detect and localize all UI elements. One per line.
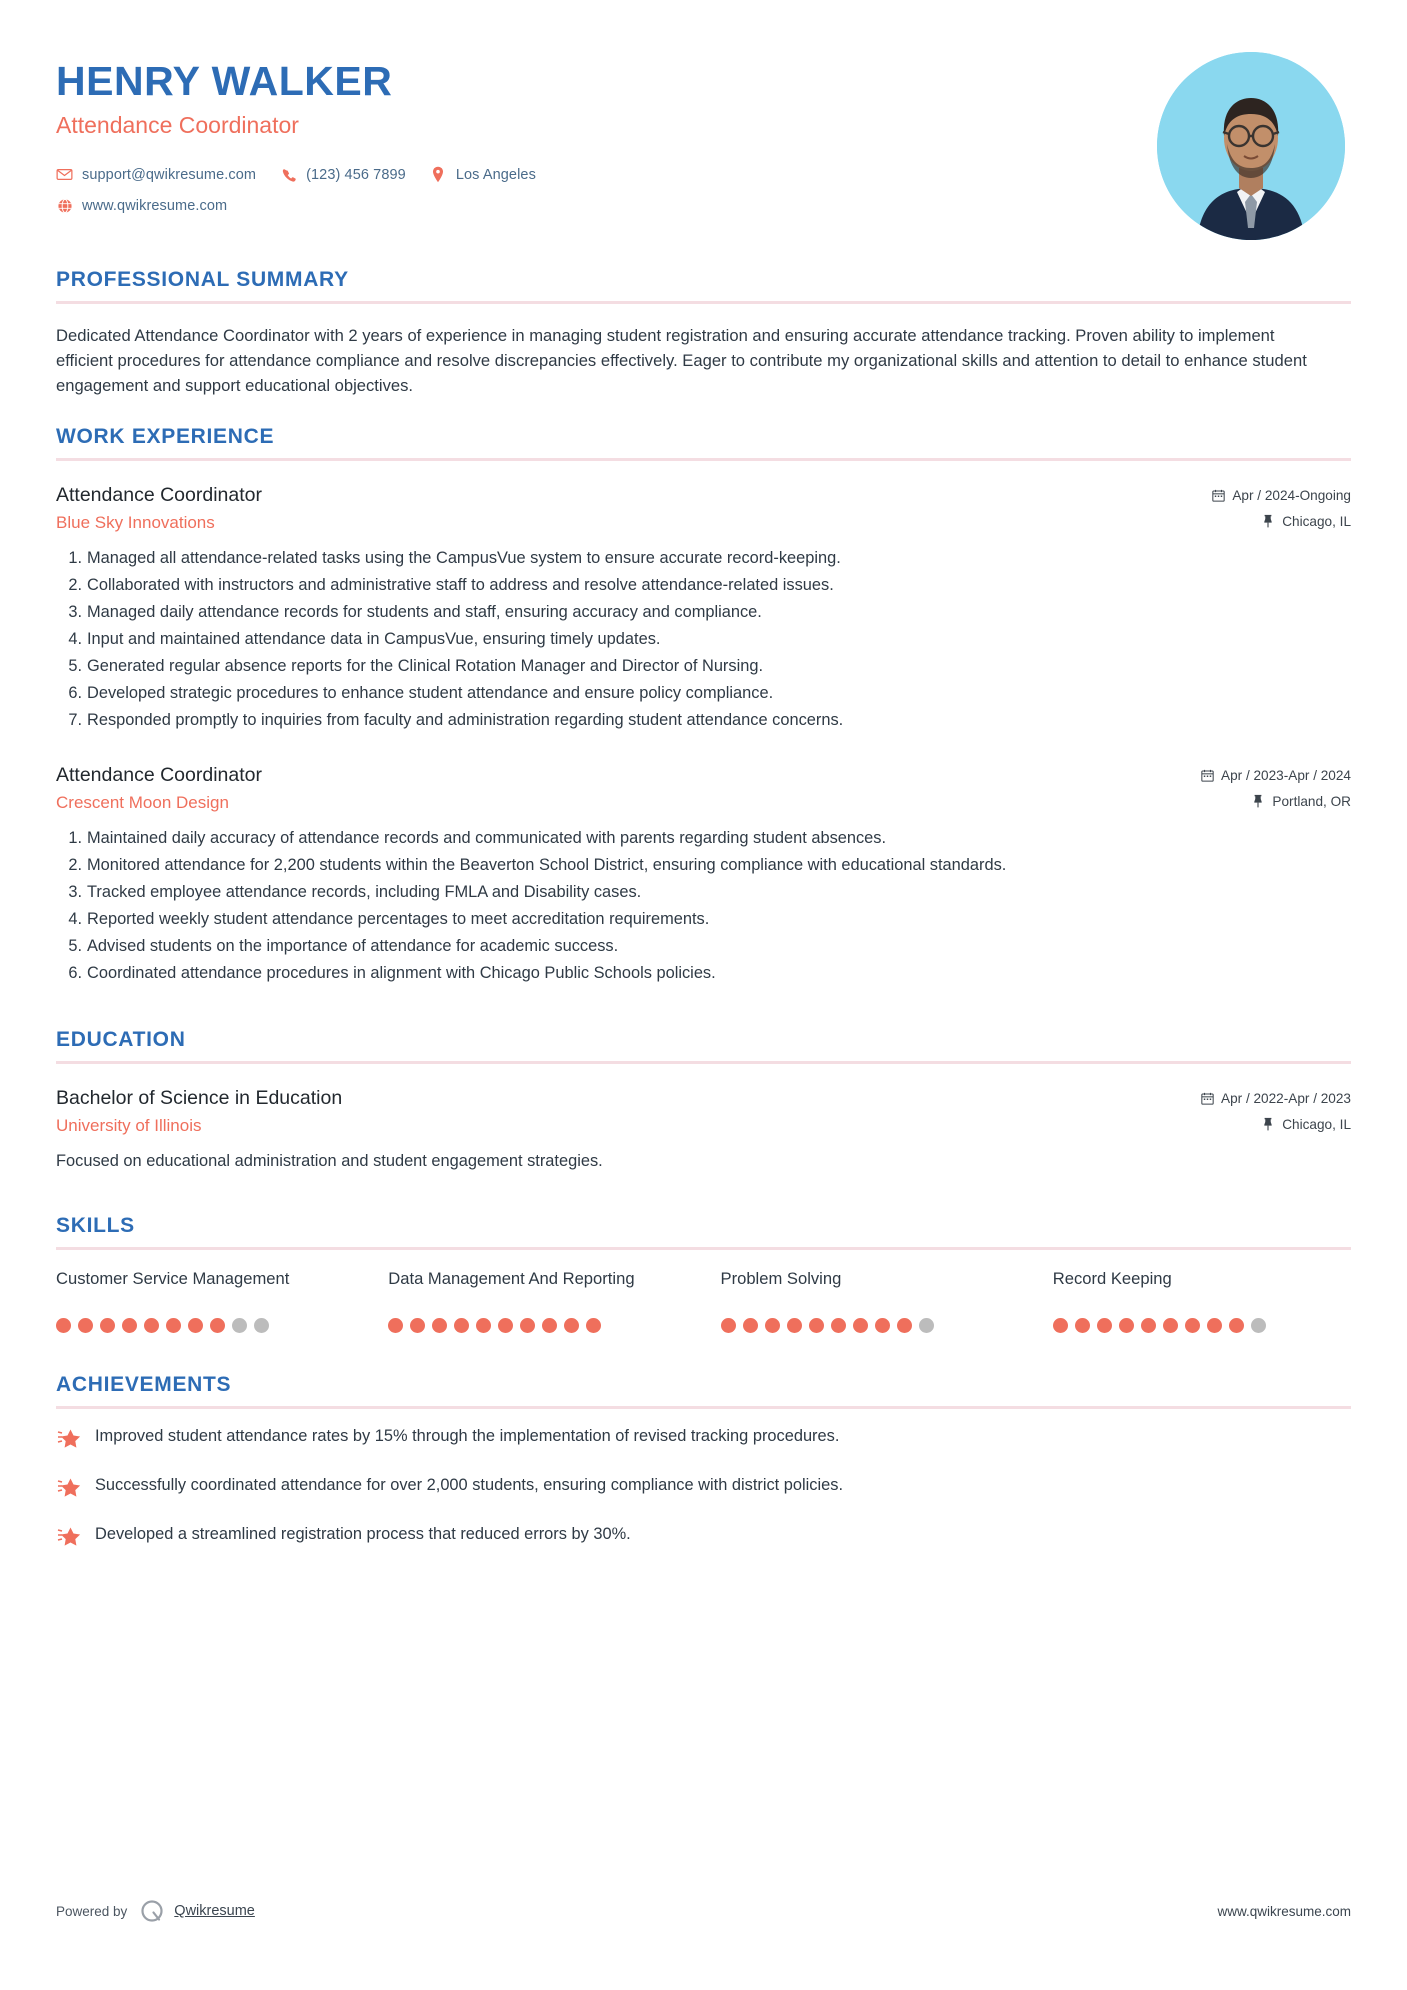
- skill-dot-filled: [1119, 1318, 1134, 1333]
- education-location-text: Chicago, IL: [1282, 1116, 1351, 1132]
- section-title-education: EDUCATION: [56, 1027, 186, 1051]
- skill-dot-filled: [56, 1318, 71, 1333]
- skill-dot-filled: [476, 1318, 491, 1333]
- section-title-achievements: ACHIEVEMENTS: [56, 1373, 232, 1397]
- bullet: Managed all attendance-related tasks using the CampusVue system to ensure accurate record-keeping.: [87, 549, 841, 568]
- skill-rating: [721, 1318, 1019, 1333]
- education-degree: Bachelor of Science in Education: [56, 1086, 343, 1109]
- achievements-list: [56, 1425, 1351, 1550]
- resume-header: [56, 52, 1351, 242]
- contact-phone[interactable]: [280, 166, 406, 183]
- bullet: Responded promptly to inquiries from faculty and administration regarding student attendance concerns.: [87, 710, 844, 729]
- calendar-icon: [1200, 768, 1214, 782]
- skill-dot-filled: [210, 1318, 225, 1333]
- globe-icon: [56, 197, 73, 214]
- section-divider: [56, 1406, 1351, 1409]
- work-entry-left: [56, 483, 1211, 533]
- bullet: Monitored attendance for 2,200 students within the Beaverton School District, ensuring compliance with educational standards.: [87, 856, 1007, 875]
- summary-text: Dedicated Attendance Coordinator with 2 years of experience in managing student registration and ensuring accurate attendance tracking. Proven ability to implement efficient procedures for attendance compliance and resolve discrepancies effectively. Eager to contribute my organizational skills and attention to detail to enhance student engagement and support educational objectives.: [56, 326, 1307, 396]
- skill-dot-filled: [432, 1318, 447, 1333]
- skill-dot-filled: [809, 1318, 824, 1333]
- skill-rating: [56, 1318, 354, 1333]
- skill-dot-filled: [498, 1318, 513, 1333]
- powered-by: [56, 1898, 255, 1924]
- section-professional-summary: [56, 268, 1351, 399]
- calendar-icon: [1211, 488, 1225, 502]
- job-title: Attendance Coordinator: [56, 112, 299, 139]
- work-location: [1211, 514, 1351, 529]
- skill-dot-filled: [831, 1318, 846, 1333]
- section-divider: [56, 301, 1351, 304]
- education-entry-left: [56, 1086, 1200, 1136]
- star-icon: [56, 1426, 82, 1452]
- skill-dot-filled: [520, 1318, 535, 1333]
- star-icon: [56, 1475, 82, 1501]
- phone-icon: [280, 166, 297, 183]
- work-company: Blue Sky Innovations: [56, 513, 215, 533]
- powered-by-label: Powered by: [56, 1903, 128, 1919]
- avatar-illustration: [1157, 52, 1345, 240]
- skill-dot-filled: [100, 1318, 115, 1333]
- achievement-text: Successfully coordinated attendance for over 2,000 students, ensuring compliance with district policies.: [95, 1476, 843, 1495]
- skill-name: Record Keeping: [1052, 1269, 1172, 1289]
- bullet: Collaborated with instructors and administrative staff to address and resolve attendance-related issues.: [87, 575, 834, 594]
- work-dates: [1200, 768, 1351, 783]
- skill-dot-filled: [454, 1318, 469, 1333]
- work-bullets: [56, 547, 1351, 733]
- bullet: Coordinated attendance procedures in alignment with Chicago Public Schools policies.: [87, 963, 716, 982]
- skill-dot-empty: [1251, 1318, 1266, 1333]
- bullet: Tracked employee attendance records, including FMLA and Disability cases.: [87, 882, 642, 901]
- work-entry-meta: [1211, 483, 1351, 529]
- skill-rating: [1053, 1318, 1351, 1333]
- work-entry: [56, 763, 1351, 986]
- contact-website-text: www.qwikresume.com: [82, 197, 228, 214]
- contact-email-text: support@qwikresume.com: [82, 166, 257, 183]
- header-left: [56, 52, 1157, 228]
- skill-dot-filled: [188, 1318, 203, 1333]
- page-title: HENRY WALKER: [56, 58, 393, 104]
- work-company: Crescent Moon Design: [56, 793, 229, 813]
- education-description: Focused on educational administration and student engagement strategies.: [56, 1152, 603, 1171]
- skill-dot-filled: [122, 1318, 137, 1333]
- skill-dot-filled: [1141, 1318, 1156, 1333]
- work-role: Attendance Coordinator: [56, 483, 262, 506]
- skill-dot-filled: [144, 1318, 159, 1333]
- work-entry: [56, 483, 1351, 733]
- skill-dot-filled: [765, 1318, 780, 1333]
- work-entry-meta: [1200, 763, 1351, 809]
- achievement-item: [56, 1523, 1351, 1550]
- work-entry-head: [56, 483, 1351, 533]
- section-divider: [56, 1247, 1351, 1250]
- star-icon: [56, 1524, 82, 1550]
- pushpin-icon: [1251, 794, 1265, 808]
- contact-email[interactable]: [56, 166, 256, 183]
- education-entry-meta: [1200, 1086, 1351, 1132]
- skill-item: [56, 1268, 354, 1333]
- envelope-icon: [56, 166, 73, 183]
- work-dates-text: Apr / 2024-Ongoing: [1232, 487, 1351, 503]
- skill-dot-filled: [542, 1318, 557, 1333]
- section-divider: [56, 458, 1351, 461]
- skill-dot-filled: [787, 1318, 802, 1333]
- footer-url[interactable]: www.qwikresume.com: [1217, 1903, 1351, 1919]
- bullet: Developed strategic procedures to enhance student attendance and ensure policy compliance.: [87, 683, 774, 702]
- skills-grid: [56, 1268, 1351, 1333]
- education-school: University of Illinois: [56, 1116, 202, 1136]
- skill-dot-filled: [78, 1318, 93, 1333]
- skill-item: [388, 1268, 686, 1333]
- contact-website[interactable]: [56, 197, 227, 214]
- skill-dot-filled: [586, 1318, 601, 1333]
- skill-item: [1053, 1268, 1351, 1333]
- skill-dot-filled: [1229, 1318, 1244, 1333]
- work-location: [1200, 794, 1351, 809]
- contact-phone-text: (123) 456 7899: [306, 166, 406, 183]
- achievement-item: [56, 1425, 1351, 1452]
- section-title-skills: SKILLS: [56, 1214, 135, 1238]
- contact-row-2: [56, 197, 1157, 214]
- qwikresume-brand-link[interactable]: Qwikresume: [174, 1903, 255, 1919]
- skill-name: Data Management And Reporting: [388, 1269, 635, 1289]
- pushpin-icon: [1261, 514, 1275, 528]
- section-divider: [56, 1061, 1351, 1064]
- section-work-experience: [56, 425, 1351, 986]
- bullet: Advised students on the importance of attendance for academic success.: [87, 936, 619, 955]
- skill-dot-filled: [875, 1318, 890, 1333]
- skill-dot-filled: [166, 1318, 181, 1333]
- work-location-text: Chicago, IL: [1282, 513, 1351, 529]
- page-footer: [56, 1898, 1351, 1924]
- work-entry-head: [56, 763, 1351, 813]
- skill-dot-filled: [410, 1318, 425, 1333]
- contact-rows: [56, 166, 1157, 214]
- skill-dot-empty: [232, 1318, 247, 1333]
- skill-dot-filled: [388, 1318, 403, 1333]
- work-location-text: Portland, OR: [1272, 793, 1351, 809]
- skill-dot-empty: [919, 1318, 934, 1333]
- work-entry-left: [56, 763, 1200, 813]
- contact-row-1: [56, 166, 1157, 183]
- section-skills: [56, 1214, 1351, 1333]
- pushpin-icon: [1261, 1117, 1275, 1131]
- contact-location: [430, 166, 536, 183]
- bullet: Reported weekly student attendance percentages to meet accreditation requirements.: [87, 909, 710, 928]
- contact-location-text: Los Angeles: [455, 166, 536, 183]
- work-dates: [1211, 488, 1351, 503]
- skill-dot-empty: [254, 1318, 269, 1333]
- bullet: Maintained daily accuracy of attendance records and communicated with parents regarding student absences.: [87, 829, 887, 848]
- work-dates-text: Apr / 2023-Apr / 2024: [1221, 767, 1351, 783]
- calendar-icon: [1200, 1091, 1214, 1105]
- education-dates: [1200, 1091, 1351, 1106]
- skill-dot-filled: [721, 1318, 736, 1333]
- skill-dot-filled: [897, 1318, 912, 1333]
- section-title-summary: PROFESSIONAL SUMMARY: [56, 268, 349, 291]
- map-pin-icon: [430, 166, 447, 183]
- skill-dot-filled: [1075, 1318, 1090, 1333]
- education-location: [1200, 1117, 1351, 1132]
- skill-dot-filled: [743, 1318, 758, 1333]
- avatar: [1157, 52, 1345, 240]
- education-dates-text: Apr / 2022-Apr / 2023: [1221, 1090, 1351, 1106]
- section-achievements: [56, 1373, 1351, 1550]
- skill-name: Problem Solving: [720, 1269, 842, 1289]
- skill-dot-filled: [1097, 1318, 1112, 1333]
- skill-dot-filled: [853, 1318, 868, 1333]
- skill-dot-filled: [1053, 1318, 1068, 1333]
- bullet: Input and maintained attendance data in CampusVue, ensuring timely updates.: [87, 629, 661, 648]
- work-role: Attendance Coordinator: [56, 763, 262, 786]
- achievement-item: [56, 1474, 1351, 1501]
- bullet: Generated regular absence reports for the Clinical Rotation Manager and Director of Nursing.: [87, 656, 764, 675]
- qwikresume-logo-icon: [139, 1898, 165, 1924]
- skill-dot-filled: [1207, 1318, 1222, 1333]
- skill-dot-filled: [1185, 1318, 1200, 1333]
- education-entry-head: [56, 1086, 1351, 1136]
- section-title-work: WORK EXPERIENCE: [56, 424, 275, 448]
- work-bullets: [56, 827, 1351, 986]
- achievement-text: Improved student attendance rates by 15% through the implementation of revised tracking procedures.: [95, 1427, 840, 1446]
- skill-dot-filled: [1163, 1318, 1178, 1333]
- skill-name: Customer Service Management: [56, 1269, 290, 1289]
- education-entry: [56, 1086, 1351, 1174]
- section-education: [56, 1028, 1351, 1174]
- skill-rating: [388, 1318, 686, 1333]
- skill-dot-filled: [564, 1318, 579, 1333]
- bullet: Managed daily attendance records for students and staff, ensuring accuracy and compliance.: [87, 602, 762, 621]
- skill-item: [721, 1268, 1019, 1333]
- achievement-text: Developed a streamlined registration process that reduced errors by 30%.: [95, 1525, 631, 1544]
